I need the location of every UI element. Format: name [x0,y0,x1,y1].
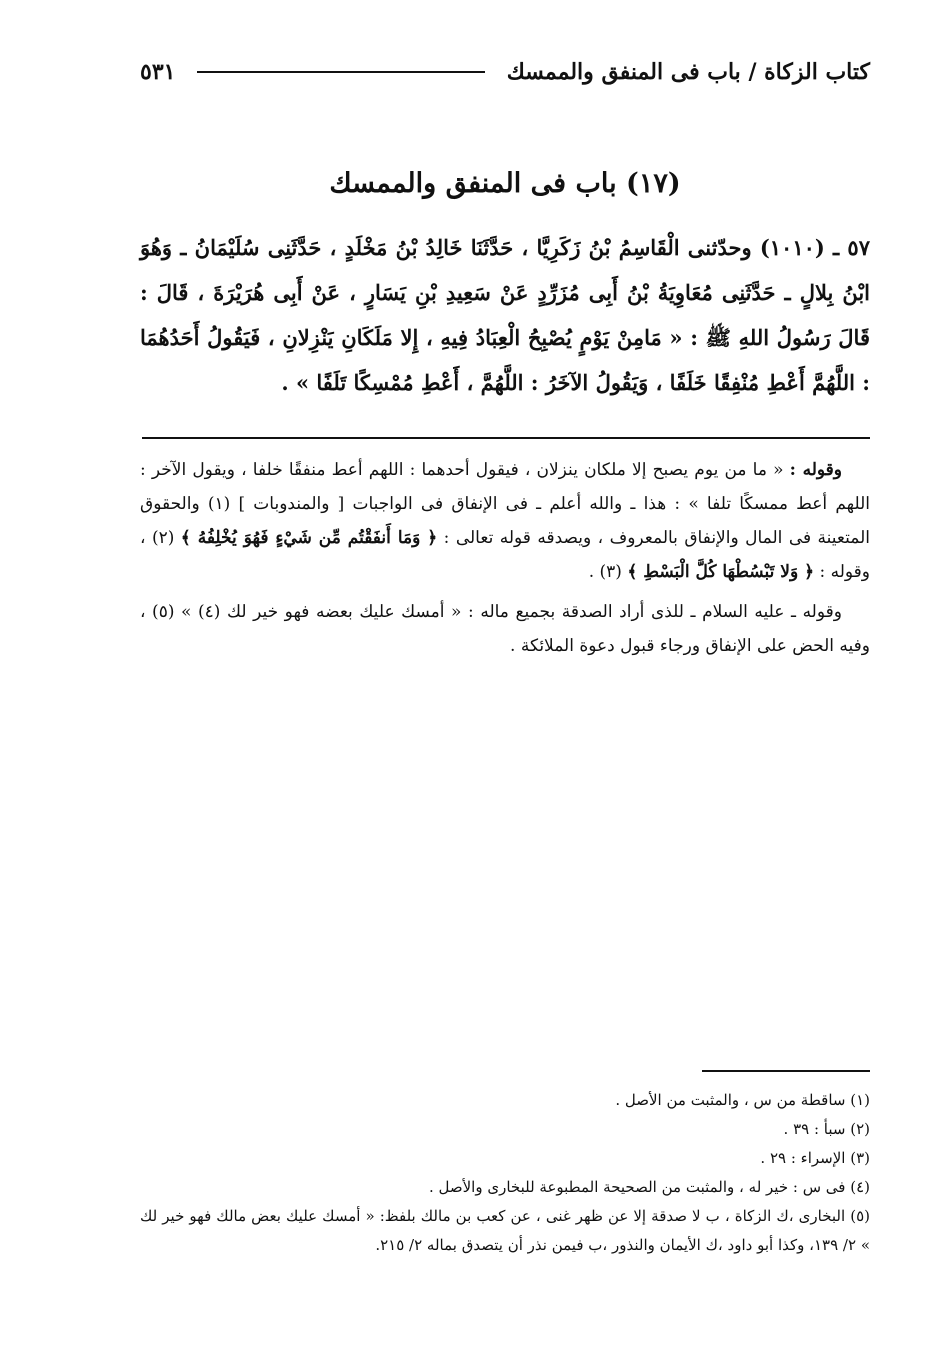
commentary-text-b: والحقوق المتعينة فى المال والإنفاق بالمعروف ، ويصدقه قوله تعالى : [140,494,870,548]
running-header [140,52,870,92]
commentary-lead: وقوله : [789,460,843,480]
footnote-2: (٢) سبأ : ٣٩ . [783,1120,870,1138]
commentary-paragraph-1 [140,453,870,589]
hadith-text: ٥٧ ـ (١٠١٠) وحدّثنى الْقَاسِمُ بْنُ زَكَرِيَّا ، حَدَّثَنَا خَالِدُ بْنُ مَخْلَدٍ ، حَدَّثَنِى سُلَيْمَانُ ـ وَهُوَ ابْنُ بِلالٍ ـ حَدَّثَنِى مُعَاوِيَةُ بْنُ أَبِى مُزَرِّدٍ عَنْ سَعِيدِ بْنِ يَسَارٍ ، عَنْ أَبِى هُرَيْرَةَ ، قَالَ : قَالَ رَسُولُ اللهِ ﷺ : « مَامِنْ يَوْمٍ يُصْبِحُ الْعِبَادُ فِيهِ ، إِلا مَلَكَانِ يَنْزِلانِ ، فَيَقُولُ أَحَدُهُمَا : اللَّهُمَّ أَعْطِ مُنْفِقًا خَلَفًا ، وَيَقُولُ الآخَرُ : اللَّهُمَّ ، أَعْطِ مُمْسِكًا تَلَفًا » . [140,235,870,395]
footnote-rule [702,1070,870,1072]
footnote-ref-2: (٢) [145,528,181,548]
quran-quote-1: ﴿ وَمَا أَنفَقْتُم مِّن شَيْءٍ فَهُوَ يُخْلِفُهُ ﴾ [180,528,438,548]
quran-quote-2: ﴿ وَلا تَبْسُطْهَا كُلَّ الْبَسْطِ ﴾ [627,562,815,582]
commentary-paragraph-2: وقوله ـ عليه السلام ـ للذى أراد الصدقة بجميع ماله : « أمسك عليك بعضه فهو خير لك (٤) » (٥) ، وفيه الحض على الإنفاق ورجاء قبول دعوة الملائكة . [140,602,870,656]
running-title: كتاب الزكاة / باب فى المنفق والممسك [506,59,870,85]
commentary-text-c: ، وقوله : [140,528,870,582]
chapter-heading: (١٧) باب فى المنفق والممسك [329,168,681,199]
commentary-text-a: « ما من يوم يصبح إلا ملكان ينزلان ، فيقول أحدهما : اللهم أعط منفقًا خلفا ، ويقول الآخر : اللهم أعط ممسكًا تلفا » : هذا ـ والله أعلم ـ فى الإنفاق فى الواجبات [ والمندوبات ] [140,460,870,514]
footnote-5: (٥) البخارى ،ك الزكاة ، ب لا صدقة إلا عن ظهر غنى ، عن كعب بن مالك بلفظ: « أمسك عليك بعض مالك فهو خير لك » ٢/ ١٣٩، وكذا أبو داود ،ك الأيمان والنذور ،ب فيمن نذر أن يتصدق بماله ٢/ ٢١٥. [140,1207,870,1254]
footnote-1: (١) ساقطة من س ، والمثبت من الأصل . [615,1091,870,1109]
footnote-ref-1: (١) [207,494,231,514]
footnotes [140,1086,870,1260]
footnote-3: (٣) الإسراء : ٢٩ . [760,1149,870,1167]
header-rule [197,71,484,73]
footnote-ref-3: (٣) . [588,562,628,582]
footnote-4: (٤) فى س : خير له ، والمثبت من الصحيحة المطبوعة للبخارى والأصل . [428,1178,870,1196]
commentary [140,453,870,669]
text-commentary-divider [142,437,870,439]
page-number: ٥٣١ [140,59,176,85]
